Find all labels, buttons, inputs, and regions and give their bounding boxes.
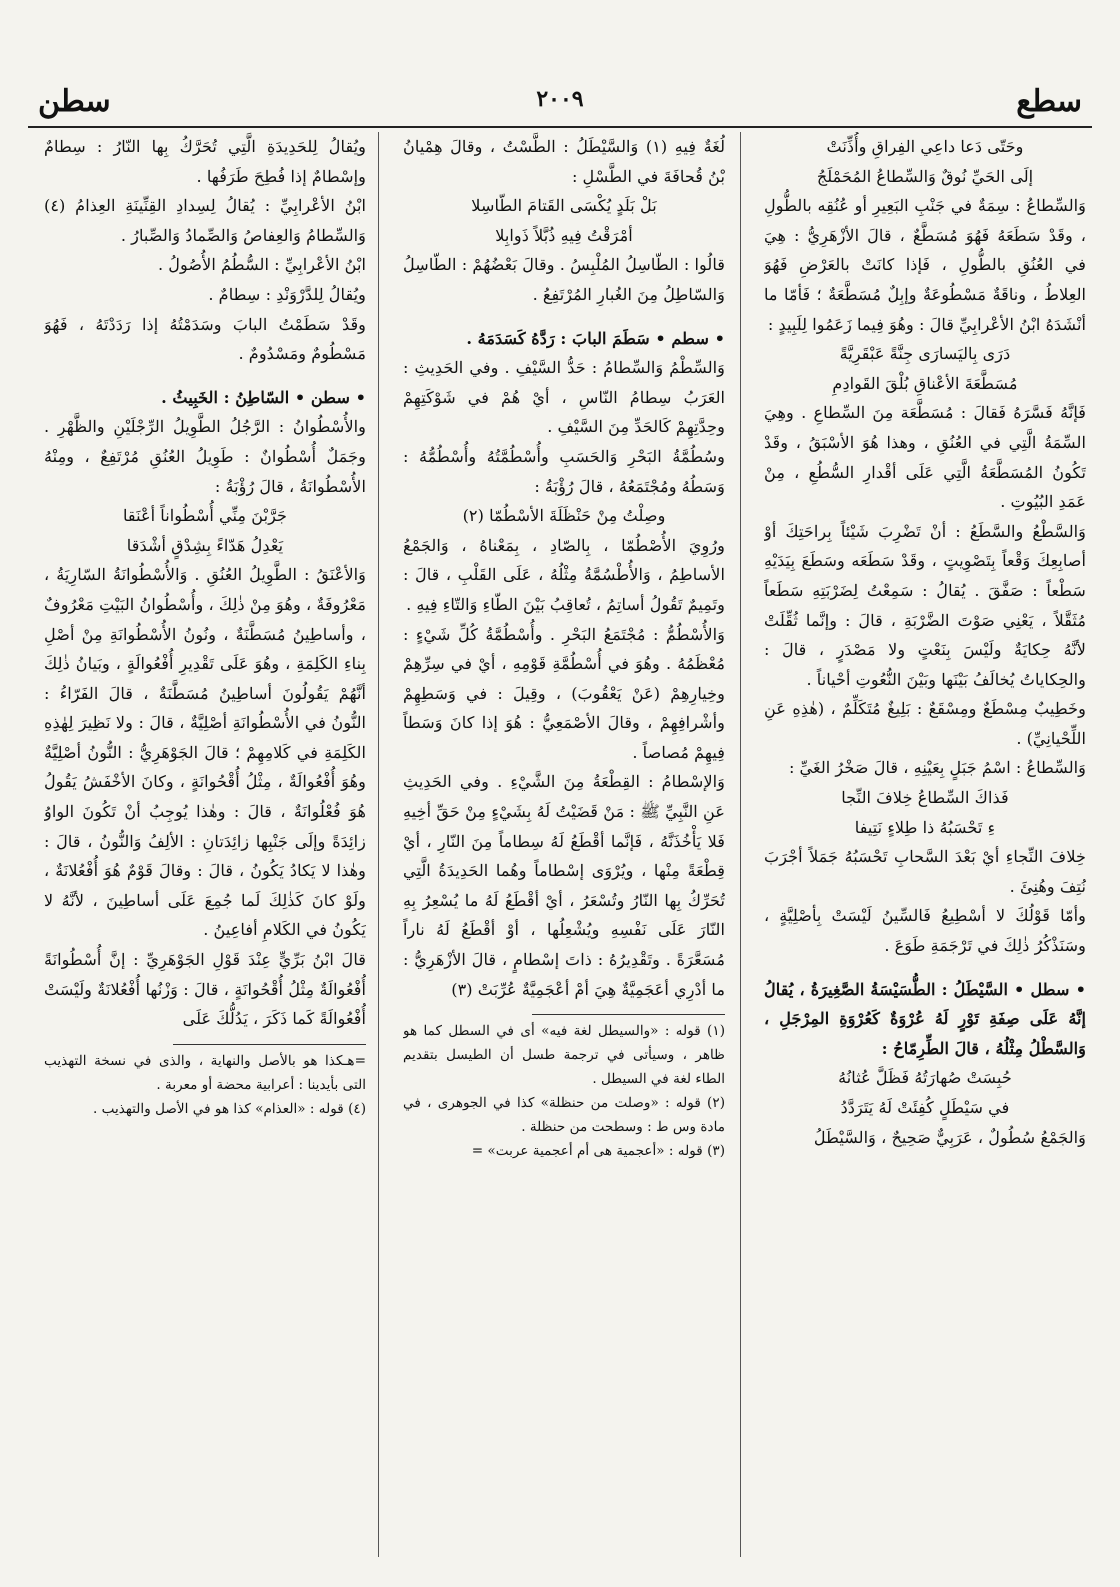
entry-heading-satl: • سطل • السَّيْطَلُ : الطُّسَيْسَةُ الصَّغِيرَةُ ، يُقالُ إنَّهُ عَلَى صِفَةِ تَوْرٍ لَهُ عُرْوَةٌ كَعُرْوَةِ المِرْجَلِ ، وَالسَّطْلُ مِثْلُهُ ، قالَ الطِّرِمّاحُ : bbox=[764, 979, 1086, 1058]
text-column-middle bbox=[403, 132, 725, 1562]
entry-heading-satm: • سطم • سَطَمَ البابَ : رَدَّهُ كَسَدَمَهُ . bbox=[466, 328, 725, 348]
verse-line: أمْرَقْتُ فِيهِ ذُبَّلاً ذَوابِلا bbox=[495, 225, 633, 245]
entry-paragraph: وَالسِّطاعُ : سِمَةٌ في جَنْبِ البَعِيرِ أو عُنُقِه بالطُّولِ ، وقَدْ سَطَعَهُ فَهُوَ مُسَطَّعٌ ، قالَ الأزْهَرِيُّ : هِيَ في العُنُقِ بالطُّولِ ، فَإذا كانَتْ بالعَرْضِ فَهُوَ العِلاطُ ، وناقَةٌ مَسْطُوعَةٌ وإبِلٌ مُسَطَّعَةٌ ؛ فَأمّا ما أنْشَدَهُ ابْنُ الأعْرابِيِّ قالَ : وهُوَ فِيما زَعَمُوا لِلَبِيدٍ : bbox=[764, 196, 1086, 334]
entry-paragraph: وَالسِّطْمُ وَالسِّطامُ : حَدُّ السَّيْفِ . وفي الحَدِيثِ : العَرَبُ سِطامُ النّاسِ ، أيْ هُمْ في شَوْكَتِهِمْ وحِدَّتِهِمْ كَالحَدِّ مِنَ السَّيْفِ . bbox=[403, 358, 725, 437]
header-root-word-left: سطن bbox=[38, 84, 111, 119]
header-root-word-right: سطع bbox=[1016, 84, 1082, 119]
entry-gap bbox=[44, 369, 366, 383]
entry-paragraph: وقَدْ سَطَمْتُ البابَ وسَدَمْتُهُ إذا رَدَدْتَهُ ، فَهُوَ مَسْطُومٌ ومَسْدُومٌ . bbox=[44, 314, 366, 364]
verse-line: وصِلْتُ مِنْ حَنْظَلَةَ الأسْطُمّا (٢) bbox=[462, 506, 666, 526]
page-header bbox=[28, 84, 1092, 128]
footnote: (٣) قوله : «أعجمية هى أم أعجمية عربت» = bbox=[471, 1143, 725, 1160]
verse-line: بَلْ بَلَدٍ يُكْسَى القَتامَ الطّاسِلا bbox=[471, 196, 657, 216]
entry-paragraph: وَالإسْطامُ : القِطْعَةُ مِنَ الشَّيْءِ . وفي الحَدِيثِ عَنِ النَّبِيِّ ﷺ : مَنْ قَضَيْتُ لَهُ بِشَيْءٍ مِنْ حَقِّ أخِيهِ فَلا يَأْخُذَنَّهُ ، فَإنَّما أقْطَعُ لَهُ سِطاماً مِنَ النّارِ ، أيْ قِطْعَةً مِنْها ، ويُرْوَى إسْطاماً وهُما الحَدِيدَةُ الَّتِي تُحَرِّكُ بِها النّارُ وتُسْعَرُ ، أيْ أقْطَعُ لَهُ ما يُسْعِرُ بِهِ النّارَ عَلَى نَفْسِهِ ويُشْعِلُها ، أوْ أقْطَعُ لَهُ ناراً مُسَعَّرَةً . وتَقْدِيرُهُ : ذاتَ إسْطامٍ ، قالَ الأزْهَرِيُّ : ما أدْرِي أعَجَمِيَّةٌ هِيَ أمْ أعْجَمِيَّةٌ عُرِّبَتْ (٣) bbox=[403, 772, 725, 999]
entry-paragraph: ويُقالُ لِلدَّرْوَنْدِ : سِطامٌ . bbox=[208, 284, 366, 304]
entry-paragraph: ابْنُ الأعْرابِيِّ : يُقالُ لِسِدادِ القِنِّينَةِ العِذامُ (٤) وَالسِّطامُ وَالعِفاصُ وَالصِّمادُ وَالصِّبارُ . bbox=[44, 196, 366, 245]
header-rule bbox=[28, 126, 1092, 128]
footnote: (١) قوله : «والسيطل لغة فيه» أى في السطل كما هو ظاهر ، وسيأتى في ترجمة طسل أن الطيسل بتقديم الطاء لغة في السيطل . bbox=[403, 1023, 725, 1088]
entry-paragraph: ورُوِيَ الأُصْطُمّا ، بِالصّادِ ، بِمَعْناهُ ، وَالجَمْعُ الأساطِمُ ، وَالأُطْسُمَّةُ مِثْلُهُ ، عَلَى القَلْبِ ، قالَ : وتَمِيمٌ تَقُولُ أساتِمُ ، تُعاقِبُ بَيْنَ الطّاءِ وَالتّاءِ فِيهِ . bbox=[403, 535, 725, 614]
verse-line: فَذاكَ السِّطاعُ خِلافَ النِّجا bbox=[841, 788, 1009, 808]
entry-paragraph: لُغَةٌ فِيهِ (١) وَالسَّيْطَلُ : الطَّسْتُ ، وقالَ هِمْيانُ بْنُ قُحافَةَ في الطَّسْلِ : bbox=[403, 137, 725, 186]
footnote: (٢) قوله : «وصلت من حنظلة» كذا في الجوهرى ، في مادة وس ط : وسطحت من حنظلة . bbox=[403, 1095, 725, 1136]
text-column-right bbox=[764, 132, 1086, 1562]
entry-paragraph: وَالسِّطاعُ : اسْمُ جَبَلٍ بِعَيْنِهِ ، قالَ صَخْرُ الغَيِّ : bbox=[788, 758, 1086, 778]
entry-paragraph: ابْنُ الأعْرابِيِّ : السُّطُمُ الأُصُولُ . bbox=[158, 255, 366, 275]
entry-paragraph: خِلافَ النِّجاءِ أيْ بَعْدَ السَّحابِ تَحْسَبُهُ جَمَلاً أجْرَبَ نُتِفَ وهُنِئَ . bbox=[764, 847, 1086, 896]
entry-heading-satn: • سطن • السّاطِنُ : الخَبِيثُ . bbox=[161, 387, 366, 407]
entry-paragraph: والأُسْطُوانُ : الرَّجُلُ الطَّوِيلُ الرِّجْلَيْنِ والظَّهْرِ . وجَمَلٌ أُسْطُوانٌ : طَوِيلُ العُنُقِ مُرْتَفِعٌ ، ومِنْهُ الأُسْطُوانَةُ ، قالَ رُؤْبَةُ : bbox=[44, 417, 366, 496]
footnote: (٤) قوله : «العذام» كذا هو في الأصل والتهذيب . bbox=[93, 1100, 366, 1117]
entry-gap bbox=[403, 310, 725, 324]
verse-line: مُسَطَّعَةَ الأعْناقِ بُلْقَ القَوادِمِ bbox=[832, 373, 1018, 393]
column-divider bbox=[740, 132, 741, 1557]
entry-paragraph: وسُطُمَّةُ البَحْرِ وَالحَسَبِ وأُسْطُمَّتُهُ وأُسْطُمُّهُ : وَسَطُهُ ومُجْتَمَعُهُ ، قالَ رُؤْبَةُ : bbox=[403, 446, 725, 496]
entry-paragraph: فَإنَّهُ فَسَّرَهُ فَقالَ : مُسَطَّعَة مِنَ السِّطاعِ . وهِيَ السِّمَةُ الَّتِي في العُنُقِ ، وهذا هُوَ الأسْبَقُ ، وقَدْ تَكُونُ المُسَطَّعَةُ الَّتِي عَلَى أقْدارِ السُّطُعِ ، مِنْ عَمَدِ البُيُوتِ . bbox=[764, 403, 1086, 512]
verse-line: دَرَى بِاليَسارَى جِنَّةً عَبْقَرِيَّةً bbox=[839, 344, 1011, 364]
verse-line: جَرَّبْنَ مِنِّي أُسْطُواناً أعْنَقا bbox=[122, 506, 288, 526]
page-number: ٢٠٠٩ bbox=[536, 86, 584, 112]
entry-paragraph: وأمّا قَوْلُكَ لا أسْطِيعُ فَالسِّينُ لَيْسَتْ بِأصْلِيَّةٍ ، وسَنَذْكُرُ ذٰلِكَ في تَرْجَمَةِ طَوَعَ . bbox=[764, 906, 1086, 956]
footnote: =هـكذا هو بالأصل والنهاية ، والذى في نسخة التهذيب التى بأيدينا : أعرابية محضة أو معربة . bbox=[44, 1052, 366, 1093]
entry-paragraph: وَالأُسْطُمُّ : مُجْتَمَعُ البَحْرِ . وأُسْطُمَّةُ كُلِّ شَيْءٍ : مُعْظَمُهُ . وهُوَ في أُسْطُمَّةِ قَوْمِهِ ، أيْ في سِرِّهِمْ وخِيارِهِمْ (عَنْ يَعْقُوبَ) ، وقِيلَ : في وَسَطِهِمْ وأشْرافِهِمْ ، وقالَ الأصْمَعِيُّ : هُوَ إذا كانَ وَسَطاً فِيهِمْ مُصاصاً . bbox=[403, 624, 725, 762]
verse-line: في سَيْطَلٍ كُفِئَتْ لَهُ يَتَرَدَّدُ bbox=[840, 1098, 1010, 1117]
entry-paragraph: وخَطِيبٌ مِسْطَعٌ ومِسْقَعٌ : بَلِيغٌ مُتَكَلِّمٌ ، (هٰذِهِ عَنِ اللِّحْيانِيِّ) . bbox=[764, 699, 1086, 748]
entry-paragraph: وَالسَّطْعُ والسَّطَعُ : أنْ تَضْرِبَ شَيْئاً بِراحَتِكَ أوْ أصابِعِكَ وَقْعاً بِتَصْوِيتٍ ، وقَدْ سَطَعَه وسَطَعَ بِيَدَيْهِ سَطْعاً : صَفَّقَ . يُقالُ : سَمِعْتُ لِضَرْبَتِهِ سَطَعاً مُثَقَّلاً ، يَعْنِي صَوْتَ الضَّرْبَةِ ، قالَ : وإنَّما ثُقِّلَتْ لأنَّهُ حِكايَةٌ ولَيْسَ بِنَعْتٍ ولا مَصْدَرٍ ، قالَ : والحِكاياتُ يُخالَفُ بَيْنَها وبَيْنَ النُّعُوتِ أحْياناً . bbox=[764, 521, 1086, 689]
entry-paragraph: وَالجَمْعُ سُطُولٌ ، عَرَبِيٌّ صَحِيحٌ ، وَالسَّيْطَلُ bbox=[813, 1127, 1086, 1147]
footnote-rule bbox=[173, 1044, 366, 1045]
column-divider bbox=[378, 132, 379, 1557]
entry-gap bbox=[764, 961, 1086, 975]
entry-paragraph: ويُقالُ لِلحَدِيدَةِ الَّتِي تُحَرَّكُ بِها النّارُ : سِطامٌ وإسْطامٌ إذا فُطِحَ طَرَفُها . bbox=[44, 137, 366, 186]
verse-line: حُبِسَتْ صُهارَتُهُ فَظَلَّ عُثانُهُ bbox=[838, 1068, 1012, 1088]
text-column-left bbox=[44, 132, 366, 1562]
verse-line: ءِ تَحْسَبُهُ ذا طِلاءٍ نَتِيفا bbox=[854, 817, 996, 837]
entry-paragraph: قالَ ابْنُ بَرِّيٍّ عِنْدَ قَوْلِ الجَوْهَرِيِّ : إنَّ أُسْطُوانَةً أُفْعُوالَةٌ مِثْلُ أُقْحُوانَةٍ ، قالَ : وَزْنُها أُفْعُلانَةٌ ولَيْسَتْ أُفْعُوالَةً كَما ذَكَرَ ، يَدُلُّكَ عَلَى bbox=[44, 950, 366, 1029]
verse-line: وحَتّى دَعا داعِي الفِراقِ وأُذِّنَتْ bbox=[826, 137, 1024, 156]
entry-paragraph: قالُوا : الطّاسِلُ المُلْبِسُ . وقالَ بَعْضُهُمْ : الطّاسِلُ وَالسّاطِلُ مِنَ الغُبارِ المُرْتَفِعُ . bbox=[403, 255, 725, 304]
footnote-rule bbox=[532, 1014, 725, 1015]
verse-line: إلَى الحَيِّ نُوقٌ وَالسِّطاعُ المُحَمْلَجُ bbox=[816, 166, 1034, 186]
verse-line: يَعْدِلُ هَدّاءً بِشِدْقٍ أشْدَقا bbox=[126, 535, 284, 555]
entry-paragraph: وَالأعْنَقُ : الطَّوِيلُ العُنُقِ . وَالأُسْطُوانَةُ السّارِيَةُ ، مَعْرُوفَةٌ ، وهُوَ مِنْ ذٰلِكَ ، وأُسْطُوانُ البَيْتِ مَعْرُوفٌ ، وأساطِينُ مُسَطَّنَةٌ ، ونُونُ الأُسْطُوانَةِ مِنْ أصْلِ بِناءِ الكَلِمَةِ ، وهُوَ عَلَى تَقْدِيرِ أُفْعُوالَةٍ ، وبَيانُ ذٰلِكَ أنَّهُمْ يَقُولُونَ أساطِينُ مُسَطَّنَةٌ ، قالَ الفَرّاءُ : النُّونُ في الأُسْطُوانَةِ أصْلِيَّةٌ ، قالَ : ولا نَظِيرَ لِهٰذِهِ الكَلِمَةِ في كَلامِهِمْ ؛ قالَ الجَوْهَرِيُّ : النُّونُ أصْلِيَّةٌ وهُوَ أُفْعُوالَةٌ ، مِثْلُ أُقْحُوانَةٍ ، وكانَ الأخْفَشُ يَقُولُ هُوَ فُعْلُوانَةٌ ، قالَ : وهٰذا يُوجِبُ أنْ تَكُونَ الواوُ زائِدَةً وإلَى جَنْبِها زائِدَتانِ : الألِفُ وَالنُّونُ ، قالَ : وهٰذا لا يَكادُ يَكُونُ ، قالَ : وقالَ قَوْمٌ هُوَ أُفْعُلانَةٌ ، ولَوْ كانَ كَذٰلِكَ لَما جُمِعَ عَلَى أساطِينَ ، لأنَّهُ لا يَكُونُ في الكَلامِ أفاعِينُ . bbox=[44, 565, 366, 940]
